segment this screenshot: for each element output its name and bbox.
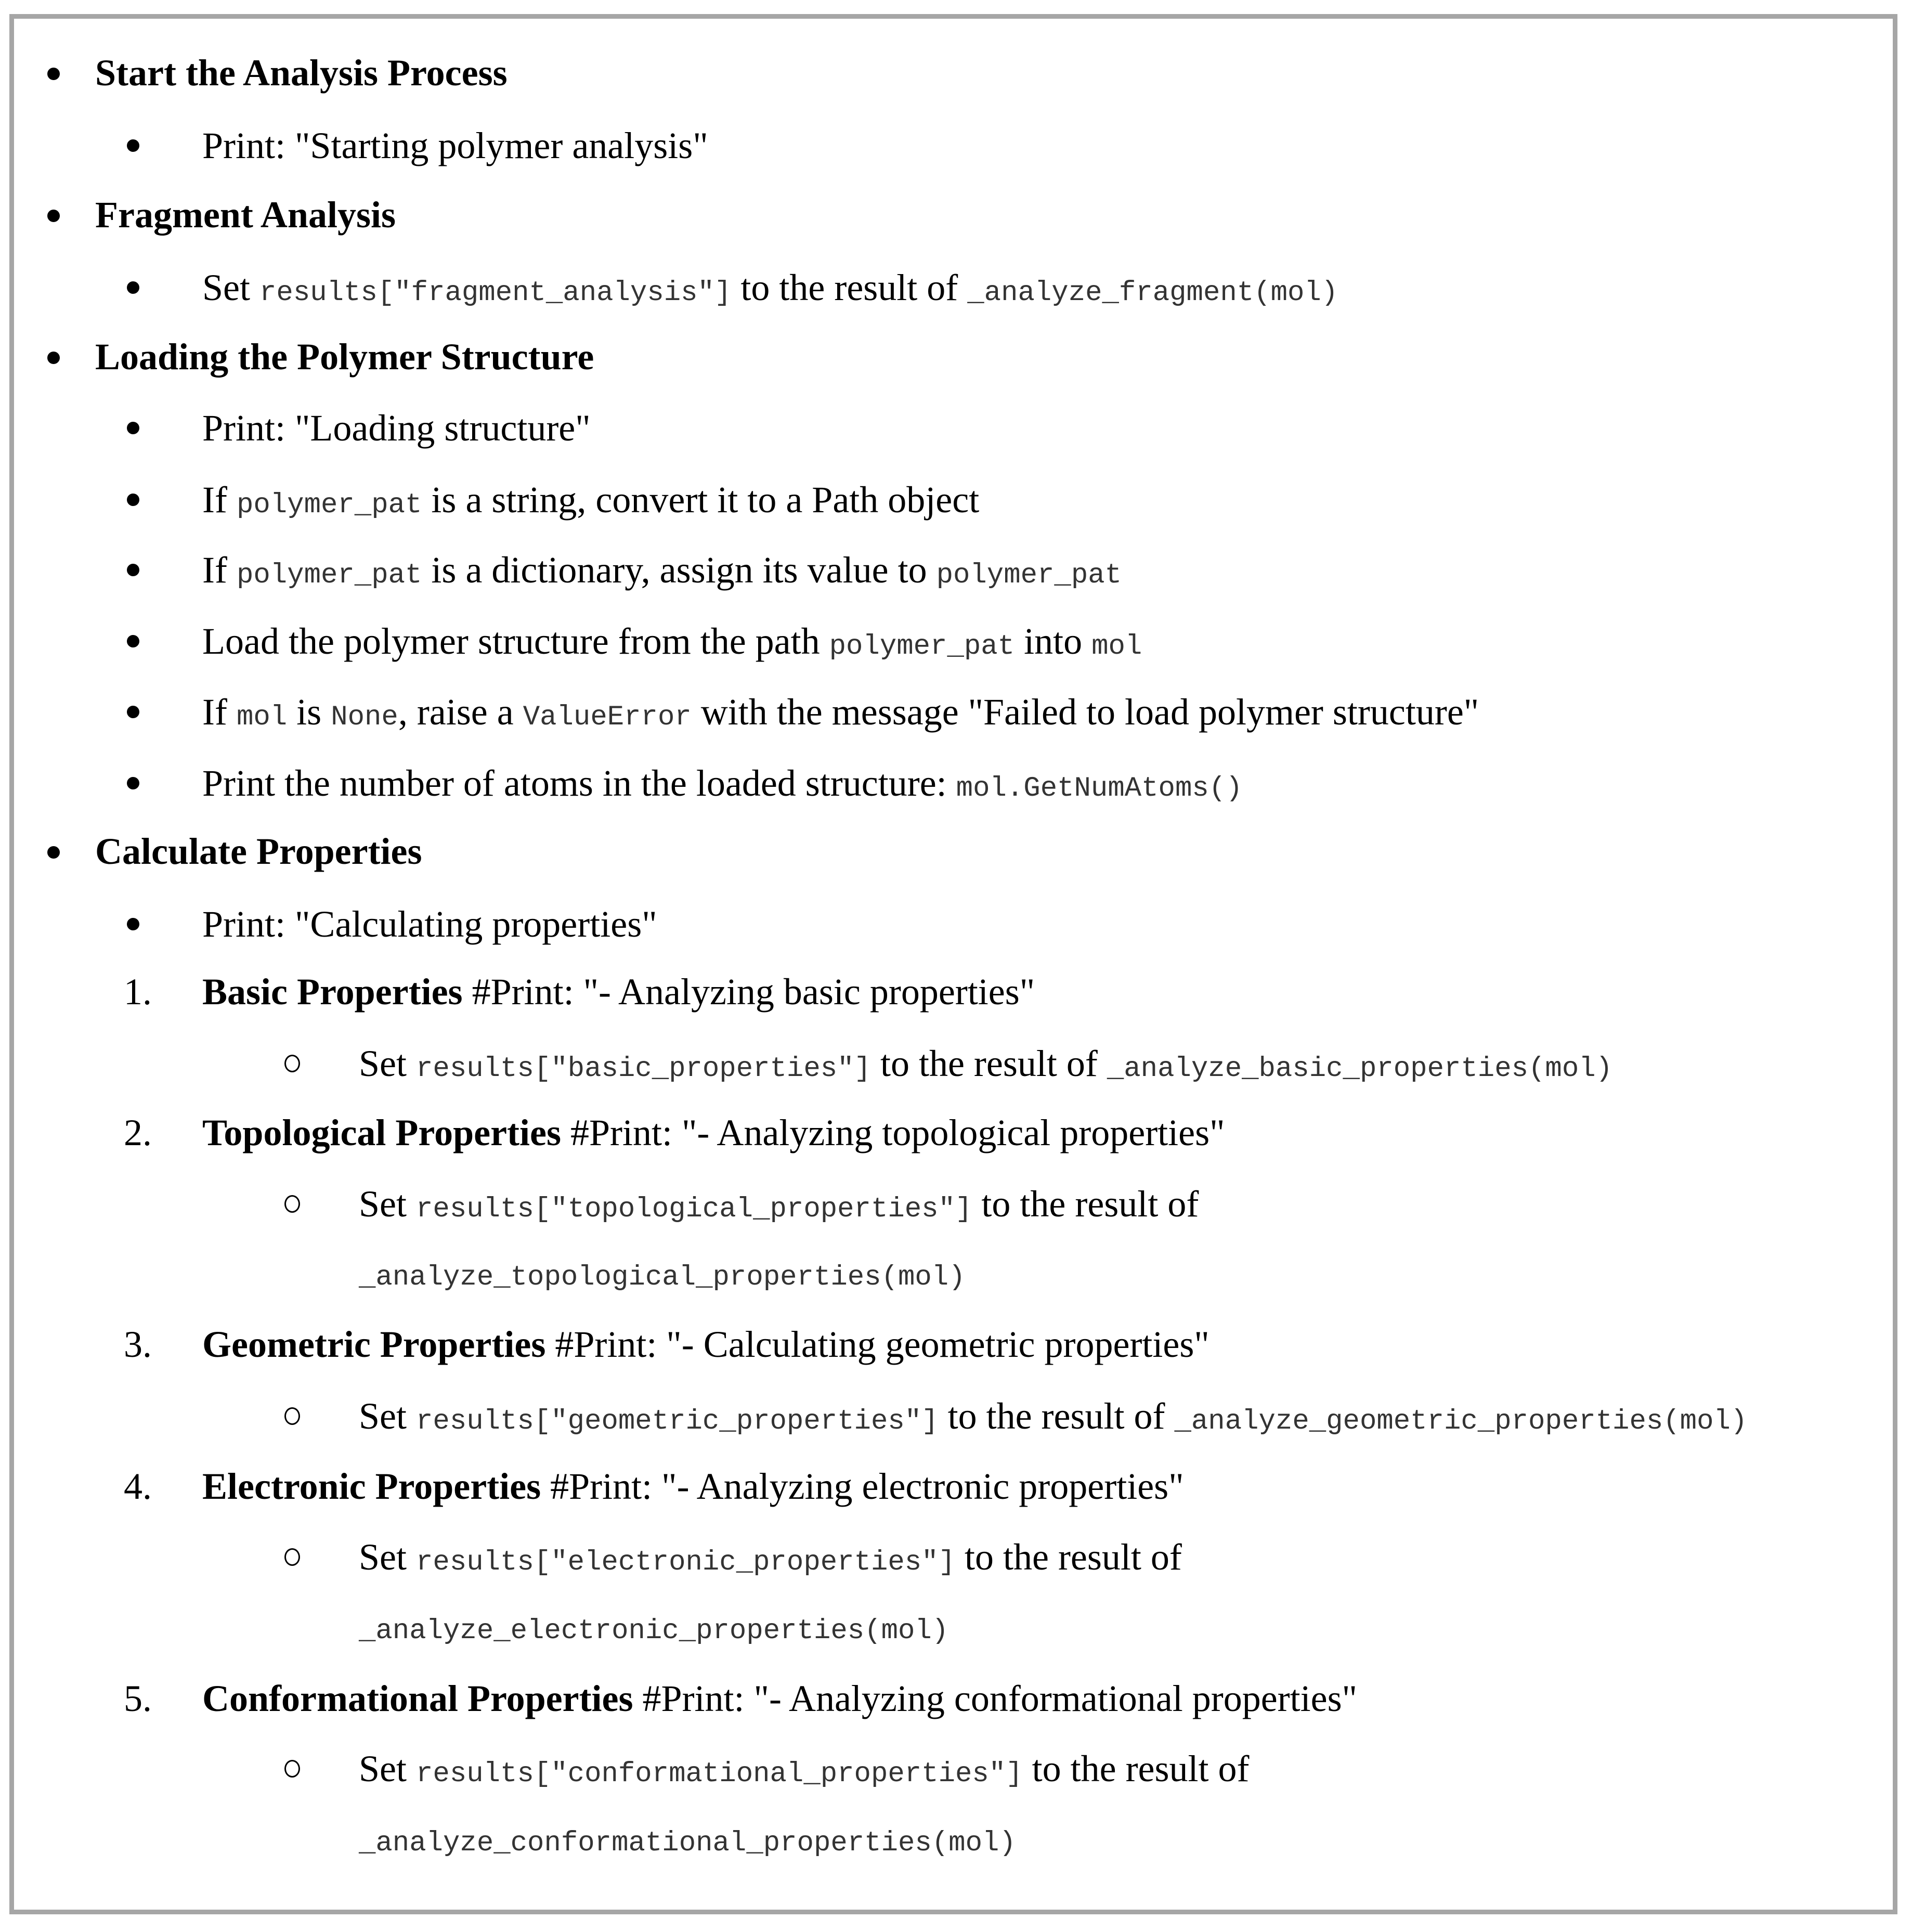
item-text: to the result of xyxy=(740,267,958,308)
list-item xyxy=(202,544,1122,596)
item-text: Load the polymer structure from the path xyxy=(202,620,820,662)
bullet-icon xyxy=(47,846,60,859)
section-heading: Fragment Analysis xyxy=(95,194,396,236)
hollow-bullet-icon xyxy=(284,1760,300,1778)
item-text: to the result of xyxy=(880,1043,1098,1084)
item-text: Set xyxy=(359,1043,407,1084)
step-name: Electronic Properties xyxy=(202,1466,541,1507)
bullet-icon xyxy=(127,422,139,434)
code-snippet: _analyze_electronic_properties(mol) xyxy=(359,1615,949,1647)
hollow-bullet-icon xyxy=(284,1055,300,1072)
bullet-icon xyxy=(127,918,139,930)
step-name: Conformational Properties xyxy=(202,1678,633,1719)
list-item xyxy=(202,686,1479,738)
bullet-icon xyxy=(47,68,60,80)
list-item-continuation xyxy=(359,1246,966,1298)
list-item xyxy=(359,1743,1250,1795)
item-text: Set xyxy=(359,1395,407,1437)
code-snippet: mol.GetNumAtoms() xyxy=(956,773,1243,805)
hollow-bullet-icon xyxy=(284,1548,300,1566)
code-snippet: _analyze_topological_properties(mol) xyxy=(359,1262,966,1293)
bullet-icon xyxy=(127,494,139,506)
step-name: Topological Properties xyxy=(202,1112,561,1153)
bullet-icon xyxy=(47,210,60,222)
item-text: to the result of xyxy=(1032,1748,1250,1790)
item-text: , raise a xyxy=(398,691,514,733)
step-heading xyxy=(202,1672,1357,1724)
bullet-icon xyxy=(127,281,139,294)
step-print: #Print: "- Analyzing basic properties" xyxy=(472,971,1035,1013)
list-item: Print: "Starting polymer analysis" xyxy=(202,125,708,166)
item-text: to the result of xyxy=(947,1395,1165,1437)
code-snippet: _analyze_basic_properties(mol) xyxy=(1107,1053,1613,1085)
item-text: Set xyxy=(202,267,251,308)
code-snippet: _analyze_fragment(mol) xyxy=(967,277,1338,309)
step-name: Geometric Properties xyxy=(202,1324,546,1365)
item-text: Print the number of atoms in the loaded structure: xyxy=(202,762,947,804)
item-text: is a dictionary, assign its value to xyxy=(431,549,927,591)
section-heading: Calculate Properties xyxy=(95,831,422,872)
step-number: 3. xyxy=(124,1324,152,1365)
bullet-icon xyxy=(47,352,60,364)
item-text: Set xyxy=(359,1183,407,1225)
step-number: 1. xyxy=(124,971,152,1013)
code-snippet: _analyze_geometric_properties(mol) xyxy=(1174,1406,1748,1437)
item-text: Set xyxy=(359,1748,407,1790)
item-text: into xyxy=(1024,620,1083,662)
list-item xyxy=(359,1038,1612,1090)
item-text: with the message "Failed to load polymer structure" xyxy=(700,691,1479,733)
code-snippet: results["fragment_analysis"] xyxy=(259,277,732,309)
list-item-continuation xyxy=(359,1600,948,1652)
item-text: If xyxy=(202,479,227,521)
step-heading xyxy=(202,1318,1209,1370)
bullet-icon xyxy=(127,777,139,789)
item-text: If xyxy=(202,691,227,733)
list-item: Print: "Loading structure" xyxy=(202,407,591,449)
step-print: #Print: "- Analyzing electronic properties" xyxy=(550,1466,1184,1507)
list-item xyxy=(202,757,1243,809)
step-print: #Print: "- Calculating geometric properties" xyxy=(555,1324,1209,1365)
code-snippet: ValueError xyxy=(523,702,692,733)
code-snippet: polymer_pat xyxy=(236,489,422,521)
code-snippet: results["basic_properties"] xyxy=(416,1053,871,1085)
step-heading xyxy=(202,1460,1184,1512)
hollow-bullet-icon xyxy=(284,1195,300,1213)
item-text: to the result of xyxy=(964,1536,1182,1578)
list-item xyxy=(359,1178,1199,1230)
code-snippet: mol xyxy=(236,702,288,733)
step-print: #Print: "- Analyzing topological properties" xyxy=(570,1112,1225,1153)
code-snippet: mol xyxy=(1091,631,1142,663)
code-snippet: polymer_pat xyxy=(829,631,1015,663)
item-text: is a string, convert it to a Path object xyxy=(431,479,980,521)
section-heading: Loading the Polymer Structure xyxy=(95,336,594,378)
bullet-icon xyxy=(127,635,139,647)
code-snippet: polymer_pat xyxy=(936,560,1122,591)
section-heading: Start the Analysis Process xyxy=(95,52,508,94)
list-item xyxy=(202,615,1142,667)
list-item xyxy=(359,1390,1747,1442)
item-text: If xyxy=(202,549,227,591)
list-item xyxy=(202,262,1338,314)
list-item xyxy=(359,1531,1182,1583)
code-snippet: results["geometric_properties"] xyxy=(416,1406,939,1437)
step-heading xyxy=(202,1107,1225,1159)
code-snippet: results["topological_properties"] xyxy=(416,1194,972,1225)
step-name: Basic Properties xyxy=(202,971,463,1013)
list-item-continuation xyxy=(359,1812,1016,1864)
bullet-icon xyxy=(127,139,139,152)
code-snippet: None xyxy=(331,702,398,733)
list-item: Print: "Calculating properties" xyxy=(202,903,657,945)
step-number: 2. xyxy=(124,1112,152,1153)
step-number: 5. xyxy=(124,1678,152,1719)
step-print: #Print: "- Analyzing conformational properties" xyxy=(642,1678,1357,1719)
code-snippet: results["conformational_properties"] xyxy=(416,1758,1023,1790)
code-snippet: polymer_pat xyxy=(236,560,422,591)
item-text: Set xyxy=(359,1536,407,1578)
list-item xyxy=(202,474,979,526)
item-text: is xyxy=(296,691,322,733)
bullet-icon xyxy=(127,564,139,576)
code-snippet: _analyze_conformational_properties(mol) xyxy=(359,1827,1016,1859)
bullet-icon xyxy=(127,706,139,718)
code-snippet: results["electronic_properties"] xyxy=(416,1547,955,1578)
step-heading xyxy=(202,966,1035,1018)
item-text: to the result of xyxy=(981,1183,1199,1225)
step-number: 4. xyxy=(124,1466,152,1507)
hollow-bullet-icon xyxy=(284,1407,300,1425)
